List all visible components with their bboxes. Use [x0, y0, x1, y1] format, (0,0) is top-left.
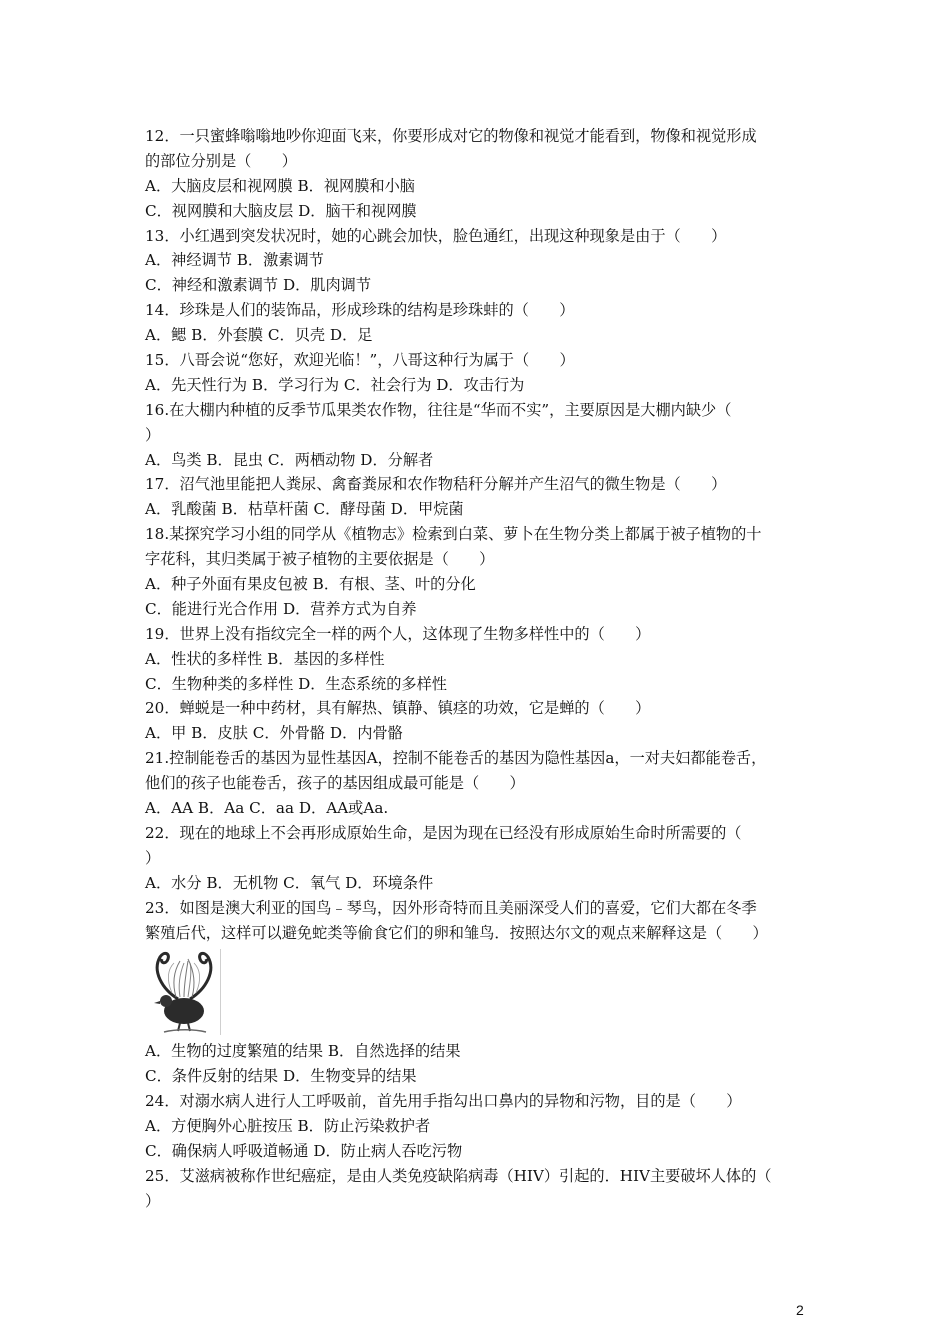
question-stem: 14．珍珠是人们的装饰品，形成珍珠的结构是珍珠蚌的（ ）: [145, 301, 575, 320]
question-18: [145, 522, 820, 622]
question-stem: ）: [145, 425, 161, 444]
question-stem: 22．现在的地球上不会再形成原始生命，是因为现在已经没有形成原始生命时所需要的（: [145, 823, 742, 842]
question-options: A．大脑皮层和视网膜 B．视网膜和小脑: [145, 176, 415, 195]
question-stem: ）: [145, 848, 161, 867]
question-stem: 15．八哥会说“您好，欢迎光临！”，八哥这种行为属于（ ）: [145, 351, 575, 370]
question-options: A．种子外面有果皮包被 B．有根、茎、叶的分化: [145, 575, 476, 594]
question-25: [145, 1164, 820, 1214]
question-options: C．能进行光合作用 D．营养方式为自养: [145, 599, 417, 618]
question-options: C．生物种类的多样性 D．生态系统的多样性: [145, 674, 447, 693]
question-stem: 23．如图是澳大利亚的国鸟﹣琴鸟，因外形奇特而且美丽深受人们的喜爱，它们大都在冬季: [145, 898, 757, 917]
question-options: A．生物的过度繁殖的结果 B．自然选择的结果: [145, 1042, 461, 1061]
question-stem: 的部位分别是（ ）: [145, 151, 297, 170]
question-options: A．鸟类 B．昆虫 C．两栖动物 D．分解者: [145, 450, 434, 469]
question-options: A．先天性行为 B．学习行为 C．社会行为 D．攻击行为: [145, 375, 525, 394]
question-options: A．AA B．Aa C．aa D．AA或Aa.: [145, 799, 389, 818]
question-stem: 他们的孩子也能卷舌，孩子的基因组成最可能是（ ）: [145, 774, 525, 793]
question-stem: 字花科，其归类属于被子植物的主要依据是（ ）: [145, 550, 495, 569]
question-stem: 19．世界上没有指纹完全一样的两个人，这体现了生物多样性中的（ ）: [145, 624, 651, 643]
question-options: C．条件反射的结果 D．生物变异的结果: [145, 1067, 417, 1086]
question-12: [145, 124, 820, 224]
question-options: A．鳃 B．外套膜 C．贝壳 D．足: [145, 326, 373, 345]
question-list: [145, 124, 820, 1214]
page-number: 2: [796, 1302, 804, 1318]
question-stem: 17．沼气池里能把人粪尿、禽畜粪尿和农作物秸秆分解并产生沼气的微生物是（ ）: [145, 475, 727, 494]
question-20: [145, 696, 820, 746]
question-13: [145, 224, 820, 299]
question-stem: 24．对溺水病人进行人工呼吸前，首先用手指勾出口鼻内的异物和污物，目的是（ ）: [145, 1092, 742, 1111]
question-options: A．神经调节 B．激素调节: [145, 251, 324, 270]
question-stem: ）: [145, 1191, 161, 1210]
question-stem: 12．一只蜜蜂嗡嗡地吵你迎面飞来，你要形成对它的物像和视觉才能看到，物像和视觉形成: [145, 127, 757, 145]
question-stem: 20．蝉蜕是一种中药材，具有解热、镇静、镇痉的功效，它是蝉的（ ）: [145, 699, 651, 718]
question-options: A．方便胸外心脏按压 B．防止污染救护者: [145, 1117, 431, 1136]
question-24: [145, 1089, 820, 1164]
question-19: [145, 622, 820, 697]
question-stem: 25．艾滋病被称作世纪癌症，是由人类免疫缺陷病毒（HIV）引起的．HIV主要破坏人体的（: [145, 1166, 772, 1185]
question-21: [145, 746, 820, 821]
question-14: [145, 298, 820, 348]
question-stem: 16.在大棚内种植的反季节瓜果类农作物，往往是“华而不实”，主要原因是大棚内缺少（: [145, 400, 732, 419]
question-options: A．水分 B．无机物 C．氧气 D．环境条件: [145, 873, 434, 892]
question-23: [145, 896, 820, 1090]
question-options: C．视网膜和大脑皮层 D．脑干和视网膜: [145, 201, 417, 220]
lyrebird-image: [148, 949, 221, 1035]
question-16: [145, 398, 820, 473]
question-22: [145, 821, 820, 896]
question-options: C．确保病人呼吸道畅通 D．防止病人吞吃污物: [145, 1141, 463, 1160]
question-options: A．性状的多样性 B．基因的多样性: [145, 649, 385, 668]
question-stem: 18.某探究学习小组的同学从《植物志》检索到白菜、萝卜在生物分类上都属于被子植物的十: [145, 525, 762, 544]
question-options: A．甲 B．皮肤 C．外骨骼 D．内骨骼: [145, 724, 403, 743]
question-stem: 13．小红遇到突发状况时，她的心跳会加快，脸色通红，出现这种现象是由于（ ）: [145, 226, 727, 245]
question-options: A．乳酸菌 B．枯草杆菌 C．酵母菌 D．甲烷菌: [145, 500, 464, 519]
lyrebird-icon: [148, 949, 220, 1035]
question-options: C．神经和激素调节 D．肌肉调节: [145, 276, 372, 295]
question-17: [145, 472, 820, 522]
question-15: [145, 348, 820, 398]
question-stem: 21.控制能卷舌的基因为显性基因A，控制不能卷舌的基因为隐性基因a，一对夫妇都能卷舌，: [145, 749, 767, 768]
question-stem: 繁殖后代，这样可以避免蛇类等偷食它们的卵和雏鸟．按照达尔文的观点来解释这是（ ）: [145, 923, 768, 942]
